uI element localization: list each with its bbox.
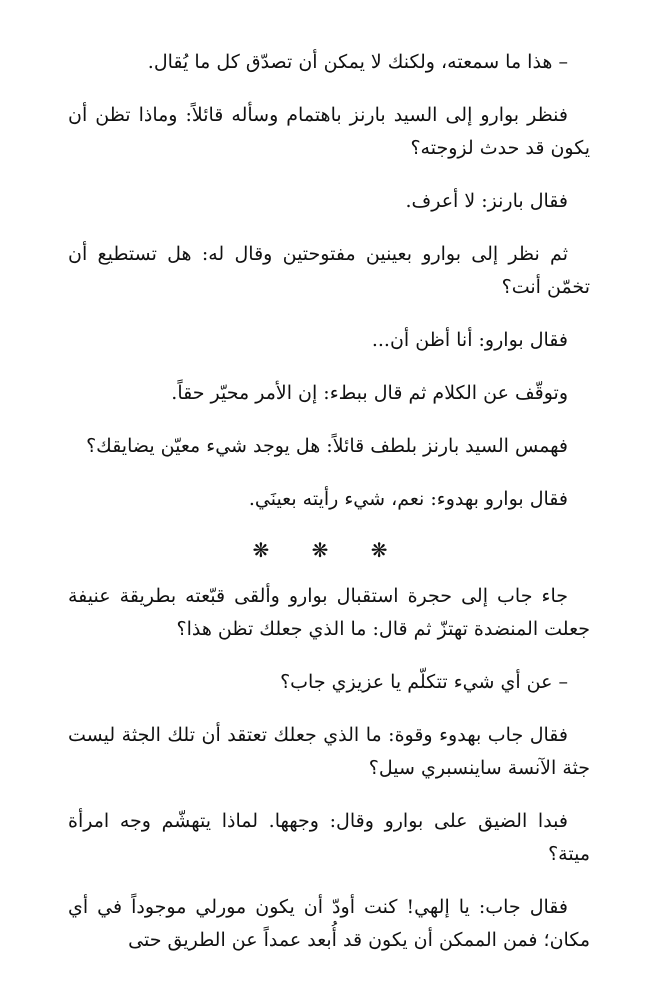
paragraph: – هذا ما سمعته، ولكنك لا يمكن أن تصدّق كل ما يُقال.	[147, 51, 568, 73]
paragraph: فقال جاب بهدوء وقوة: ما الذي جعلك تعتقد أن تلك الجثة ليست جثة الآنسة ساينسبري سيل؟	[68, 724, 590, 779]
paragraph: فقال بوارو بهدوء: نعم، شيء رأيته بعينَي.	[248, 488, 568, 510]
paragraph: فقال بارنز: لا أعرف.	[405, 190, 568, 212]
paragraph: جاء جاب إلى حجرة استقبال بوارو وألقى قبّعته بطريقة عنيفة جعلت المنضدة تهتزّ ثم قال: ما الذي جعلك تظن هذا؟	[68, 585, 590, 640]
paragraph: فنظر بوارو إلى السيد بارنز باهتمام وسأله قائلاً: وماذا تظن أن يكون قد حدث لزوجته؟	[68, 104, 590, 159]
paragraph: فهمس السيد بارنز بلطف قائلاً: هل يوجد شيء معيّن يضايقك؟	[86, 435, 568, 457]
paragraph: وتوقّف عن الكلام ثم قال ببطء: إن الأمر محيّر حقاً.	[171, 382, 568, 404]
paragraph: ثم نظر إلى بوارو بعينين مفتوحتين وقال له: هل تستطيع أن تخمّن أنت؟	[68, 243, 590, 298]
paragraph: فقال بوارو: أنا أظن أن...	[371, 329, 568, 351]
paragraph: فقال جاب: يا إلهي! كنت أودّ أن يكون مورلي موجوداً في أي مكان؛ فمن الممكن أن يكون قد أُبعد عمداً عن الطريق حتى	[68, 896, 590, 951]
paragraph: – عن أي شيء تتكلّم يا عزيزي جاب؟	[280, 671, 568, 693]
paragraph: فبدا الضيق على بوارو وقال: وجهها. لماذا يتهشّم وجه امرأة ميتة؟	[68, 810, 590, 865]
section-separator: ❋ ❋ ❋	[252, 538, 406, 562]
book-page	[68, 46, 590, 977]
